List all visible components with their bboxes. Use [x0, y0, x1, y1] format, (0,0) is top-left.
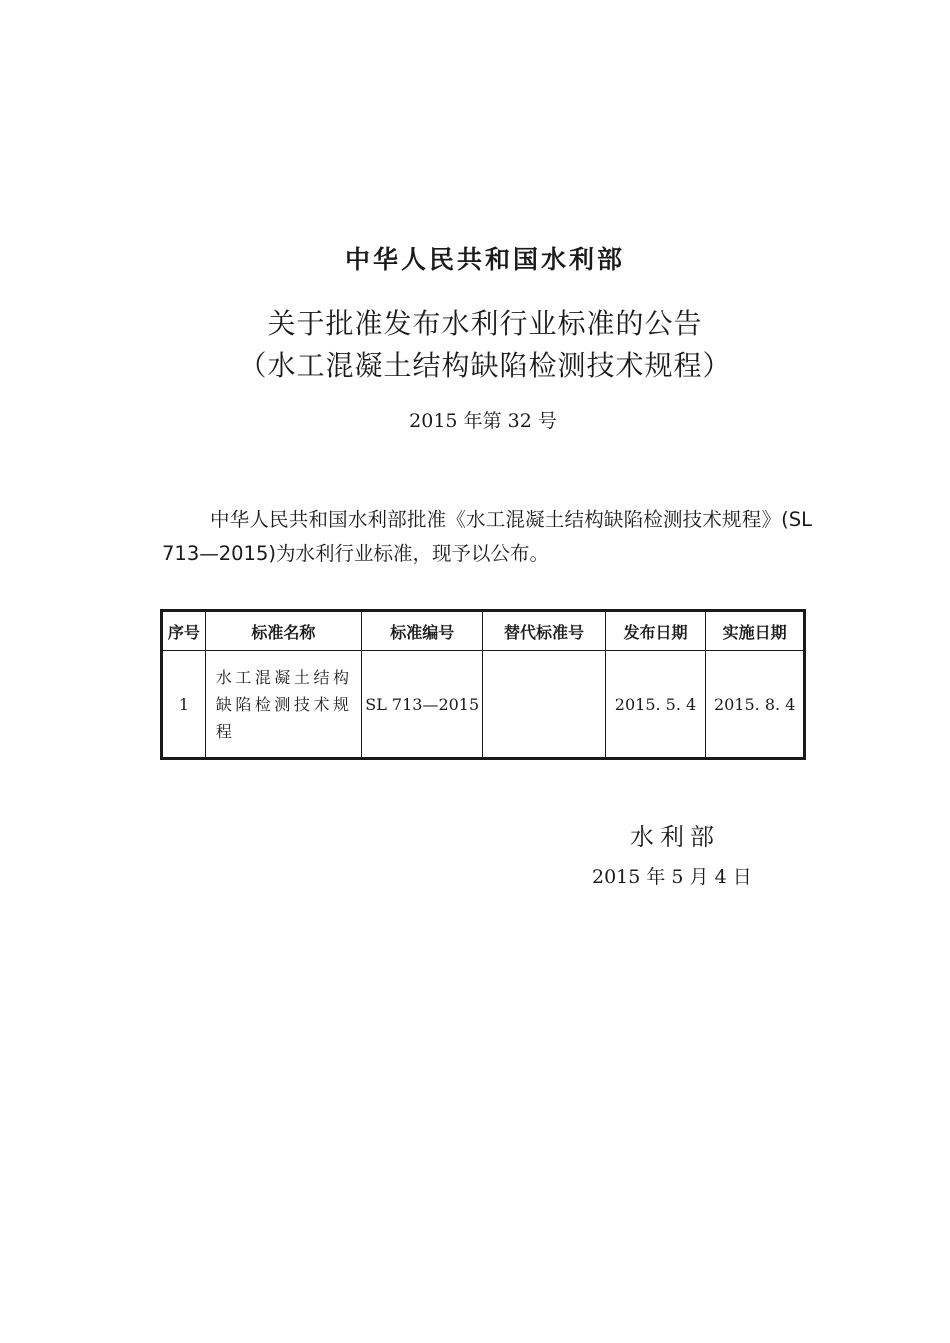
issue-number: 2015 年第 32 号: [409, 410, 557, 432]
header-replaced-code: 替代标准号: [483, 611, 605, 651]
row-publish-date: 2015. 5. 4: [605, 651, 706, 759]
announcement-title: 关于批准发布水利行业标准的公告: [267, 307, 703, 340]
signer: 水利部: [630, 823, 720, 851]
row-standard-name-text: 水工混凝土结构缺陷检测技术规程: [215, 667, 351, 741]
header-standard-name: 标准名称: [205, 611, 361, 651]
sign-date: 2015 年 5 月 4 日: [592, 866, 752, 888]
header-standard-code: 标准编号: [361, 611, 482, 651]
table-row: [162, 651, 805, 759]
announcement-subtitle: （水工混凝土结构缺陷检测技术规程）: [238, 349, 732, 382]
row-effective-date: 2015. 8. 4: [706, 651, 805, 759]
row-standard-code: SL 713—2015: [361, 651, 482, 759]
row-index: 1: [162, 651, 206, 759]
standards-table: [160, 609, 806, 760]
header-publish-date: 发布日期: [605, 611, 706, 651]
issuing-ministry: 中华人民共和国水利部: [344, 245, 625, 274]
announcement-body: 中华人民共和国水利部批准《水工混凝土结构缺陷检测技术规程》(SL 713—2015)为水利行业标准，现予以公布。: [162, 508, 812, 565]
row-standard-name: [205, 651, 361, 759]
table-header-row: [162, 611, 805, 651]
header-effective-date: 实施日期: [706, 611, 805, 651]
header-index: 序号: [162, 611, 206, 651]
row-replaced-code: [483, 651, 605, 759]
